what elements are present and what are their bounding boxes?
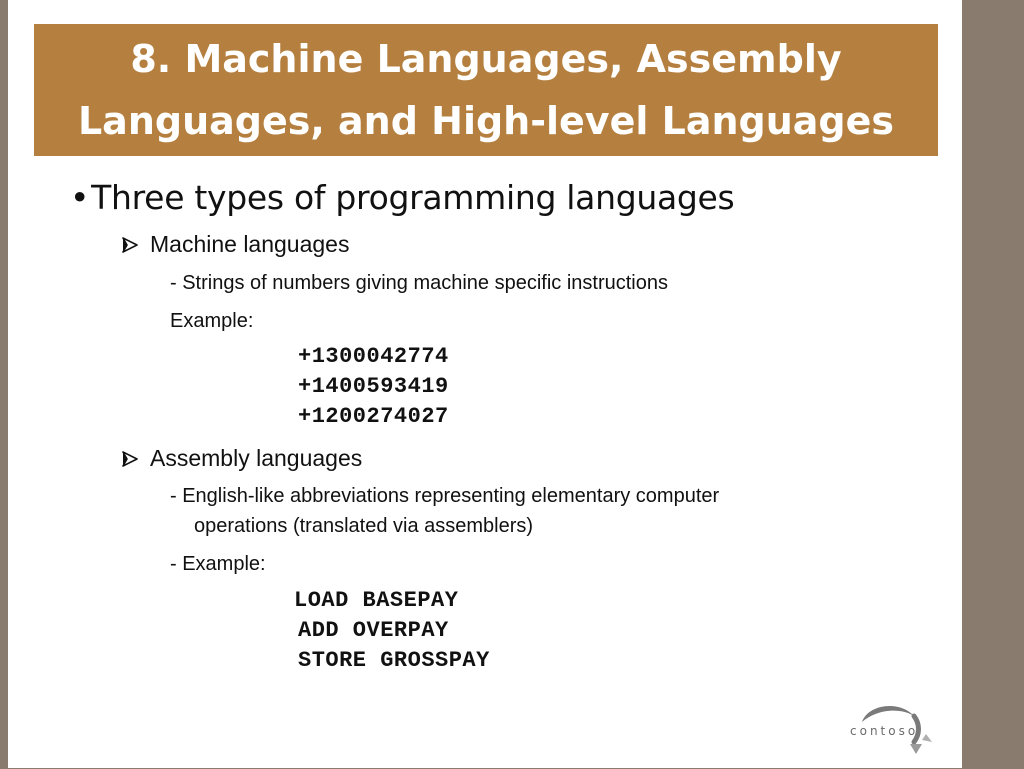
arrow-bullet-icon — [120, 235, 140, 255]
contoso-logo — [842, 700, 938, 764]
arrow-bullet-icon — [120, 449, 140, 469]
machine-example-label: Example: — [170, 310, 254, 332]
machine-code-line: +1300042774 — [298, 344, 449, 369]
assembly-code-line: STORE GROSSPAY — [298, 648, 490, 673]
slide-title: 8. Machine Languages, Assembly Languages, and High-level Languages — [77, 37, 895, 143]
logo-text: contoso — [850, 724, 919, 738]
machine-languages-desc: - Strings of numbers giving machine specific instructions — [170, 272, 668, 294]
assembly-example-label: - Example: — [170, 553, 266, 575]
assembly-languages-label: Assembly languages — [150, 445, 363, 471]
bullet-dot: • — [70, 178, 90, 217]
slide — [8, 0, 962, 768]
assembly-languages-heading — [120, 445, 362, 472]
machine-code-line: +1400593419 — [298, 374, 449, 399]
machine-languages-heading — [120, 231, 349, 258]
slide-content — [8, 0, 962, 768]
bullet-text: Three types of programming languages — [91, 178, 735, 217]
assembly-desc-line-1: - English-like abbreviations representing elementary computer — [170, 485, 720, 507]
machine-languages-label: Machine languages — [150, 231, 350, 257]
bullet-level-1 — [70, 178, 734, 217]
assembly-desc-line-2: operations (translated via assemblers) — [194, 515, 534, 537]
machine-code-line: +1200274027 — [298, 404, 449, 429]
assembly-code-line: LOAD BASEPAY — [294, 588, 459, 613]
assembly-code-line: ADD OVERPAY — [298, 618, 449, 643]
